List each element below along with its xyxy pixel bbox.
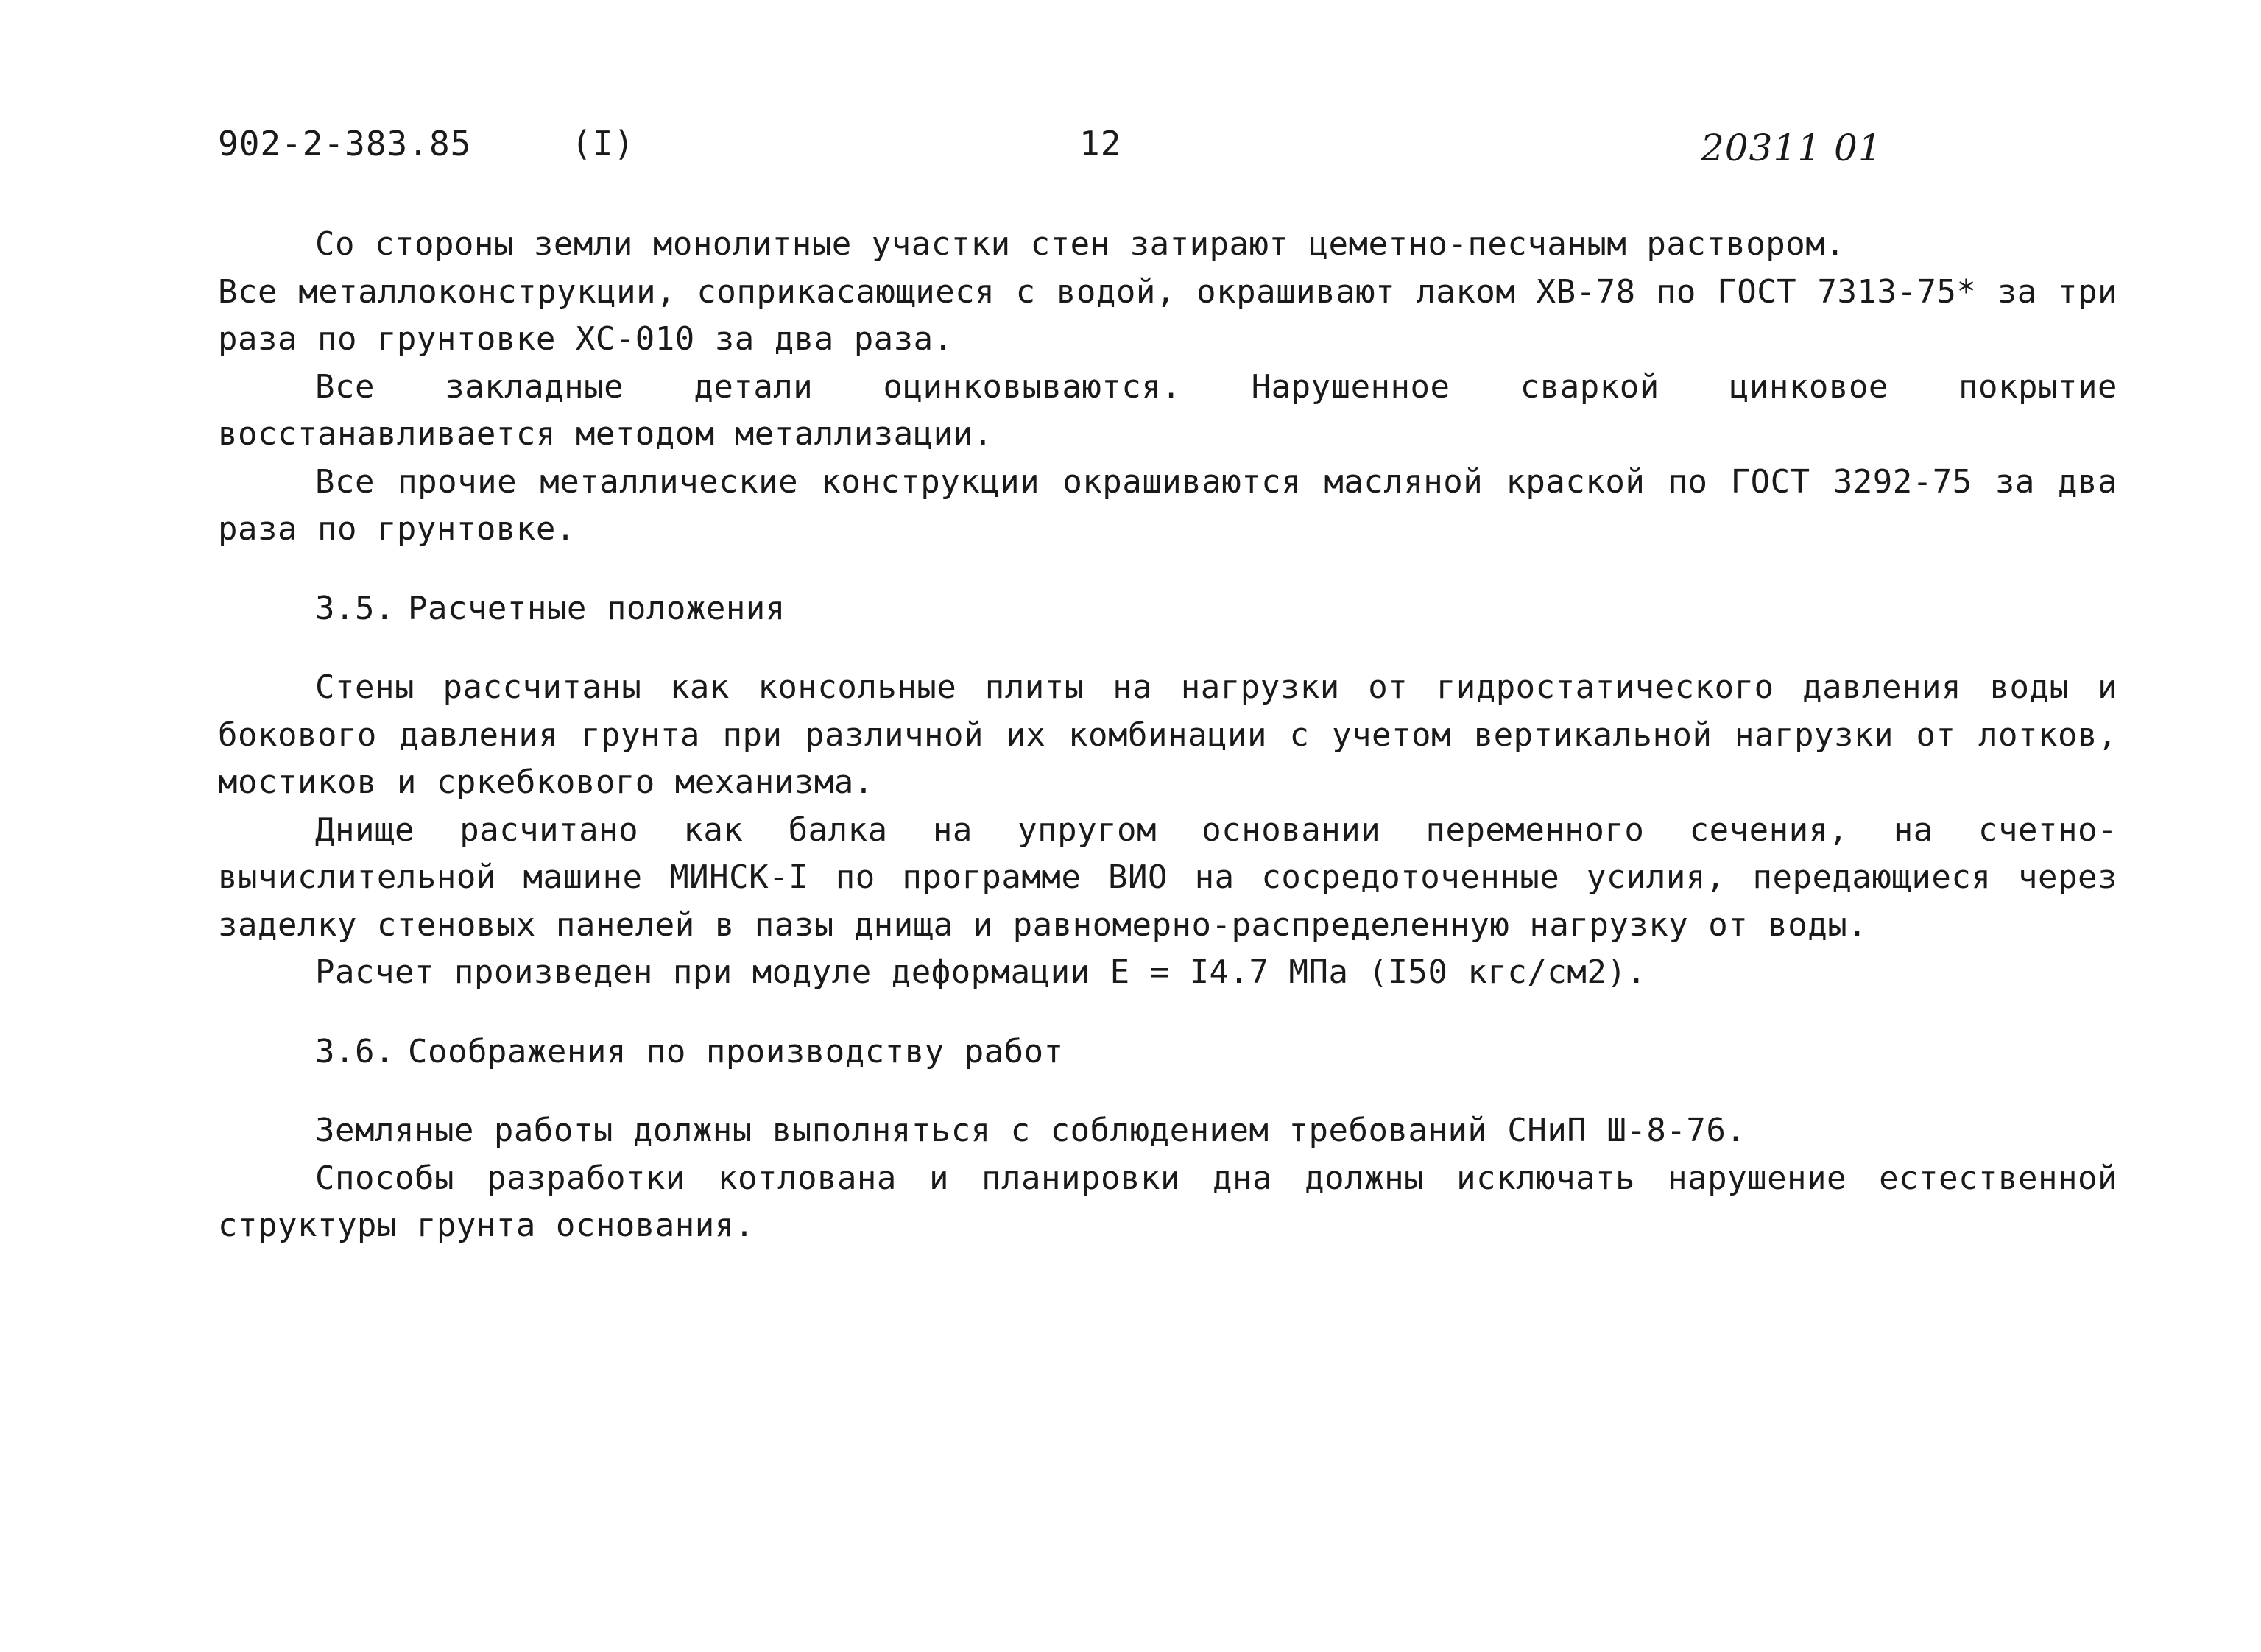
paragraph-metal-coating: Все металлоконструкции, соприкасающиеся с водой, окрашивают лаком ХВ-78 по ГОСТ 7313-75* за три раза по грунтовке ХС-010 за два раза. <box>218 272 2117 358</box>
document-code: 902-2-383.85 <box>218 124 472 163</box>
document-body <box>218 221 2117 1250</box>
paragraph-embedded-parts: Все закладные детали оцинковываются. Нарушенное сваркой цинковое покрытие восстанавливается методом металлизации. <box>218 367 2117 453</box>
paragraph-walls-calc: Стены рассчитаны как консольные плиты на нагрузки от гидростатического давления воды и бокового давления грунта при различной их комбинации с учетом вертикальной нагрузки от лотков, мостиков и сркебкового механизма. <box>218 668 2117 801</box>
paragraph-excavation: Способы разработки котлована и планировки дна должны исключать нарушение естественной структуры грунта основания. <box>218 1159 2117 1244</box>
section-title: Расчетные положения <box>407 589 786 627</box>
paragraph-modulus: Расчет произведен при модуле деформации E = I4.7 МПа (I50 кгс/см2). <box>315 953 1647 991</box>
paragraph-other-metal: Все прочие металлические конструкции окрашиваются масляной краской по ГОСТ 3292-75 за два раза по грунтовке. <box>218 462 2117 548</box>
page-number: 12 <box>1079 124 1122 163</box>
archive-number: 20311 01 <box>1701 127 1883 169</box>
paragraph-plastering: Со стороны земли монолитные участки стен затирают цеметно-песчаным раствором. <box>315 225 1846 263</box>
section-number: 3.6. <box>315 1032 395 1070</box>
section-number: 3.5. <box>315 589 395 627</box>
paragraph-bottom-calc: Днище расчитано как балка на упругом основании переменного сечения, на счетно-вычислительной машине МИНСК-I по программе ВИО на сосредоточенные усилия, передающиеся через заделку стеновых панелей в пазы днища и равномерно-распределенную нагрузку от воды. <box>218 811 2117 944</box>
section-heading-3-5 <box>218 585 2117 633</box>
section-heading-3-6 <box>218 1028 2117 1076</box>
document-part: (I) <box>571 124 635 163</box>
section-title: Соображения по производству работ <box>407 1032 1064 1070</box>
paragraph-earthworks: Земляные работы должны выполняться с соблюдением требований СНиП Ш-8-76. <box>315 1112 1746 1149</box>
